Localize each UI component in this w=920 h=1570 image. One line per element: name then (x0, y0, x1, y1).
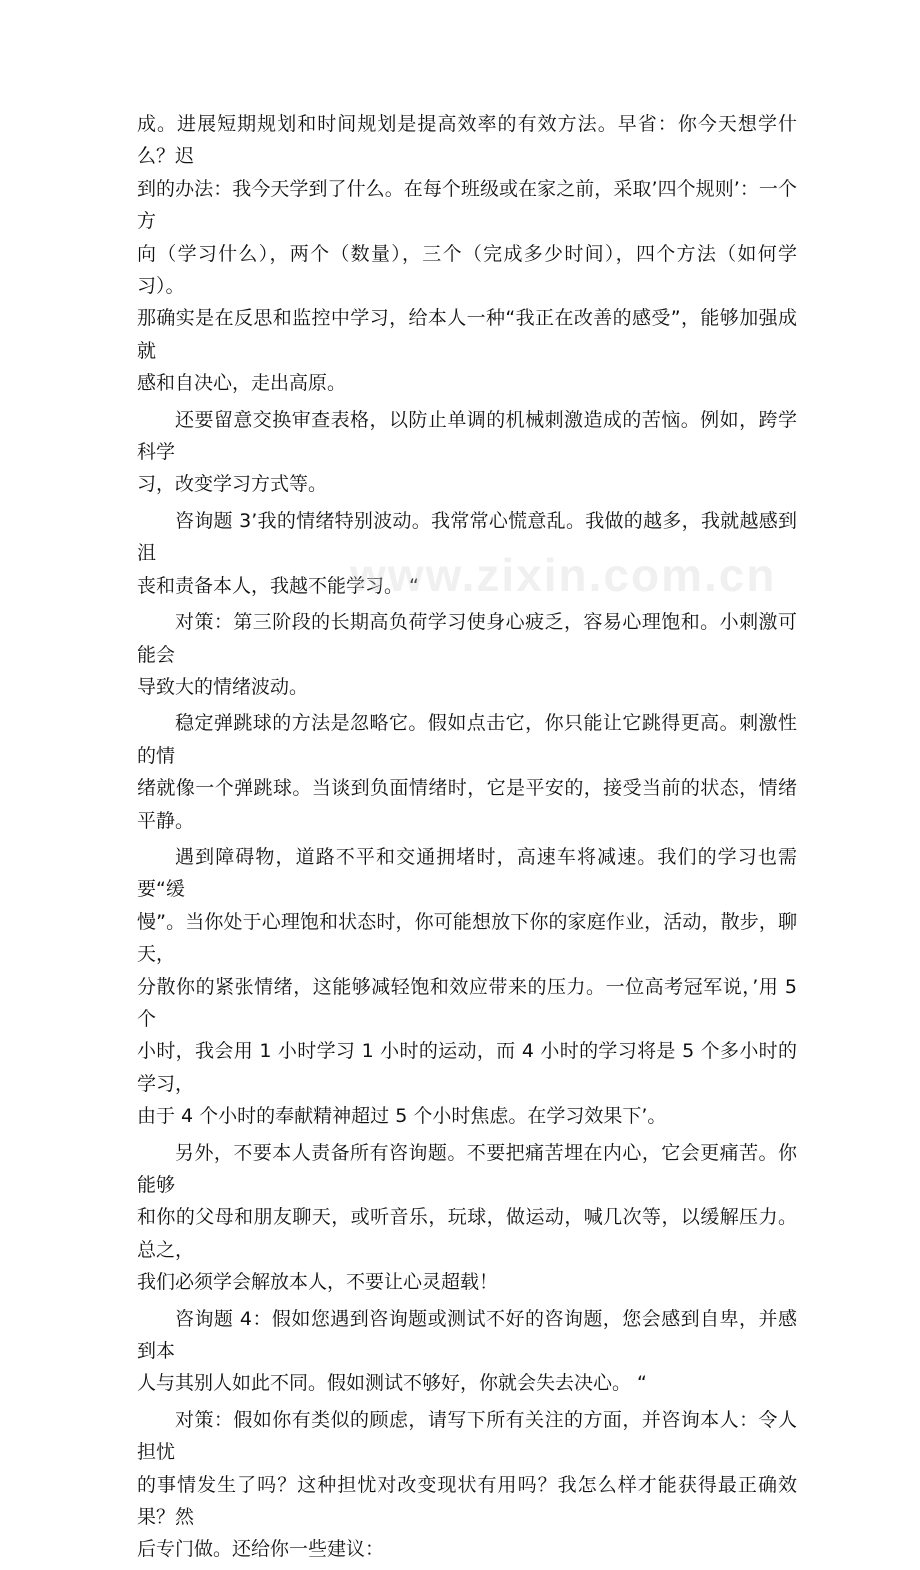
paragraph-4: 对策：第三阶段的长期高负荷学习使身心疲乏，容易心理饱和。小刺激可能会 导致大的情绪波动。 (137, 611, 797, 698)
paragraph-1: 成。进展短期规划和时间规划是提高效率的有效方法。早省：你今天想学什么？迟 到的办法：我今天学到了什么。在每个班级或在家之前，采取’四个规则’：一个方 向（学习什么），两个（数量），三个（完成多少时间），四个方法（如何学习）。 那确实是在反思和监控中学习，给本人一种“我正在改善的感受”，能够加强成就 感和自决心，走出高原。 (137, 113, 797, 395)
paragraph-5: 稳定弹跳球的方法是忽略它。假如点击它，你只能让它跳得更高。刺激性的情 绪就像一个弹跳球。当谈到负面情绪时，它是平安的，接受当前的状态，情绪平静。 (137, 712, 797, 832)
document-body (137, 108, 797, 1570)
paragraph-8: 咨询题 4：假如您遇到咨询题或测试不好的咨询题，您会感到自卑，并感到本 人与其别人如此不同。假如测试不够好，你就会失去决心。 “ (137, 1307, 797, 1395)
paragraph-6: 遇到障碍物，道路不平和交通拥堵时，高速车将减速。我们的学习也需要“缓 慢”。当你处于心理饱和状态时，你可能想放下你的家庭作业，活动，散步，聊天， 分散你的紧张情绪，这能够减轻饱和效应带来的压力。一位高考冠军说，’用 5 个 小时，我会用 1 小时学习 1 小时的运动，而 4 小时的学习将是 5 个多小时的学习， 由于 4 个小时的奉献精神超过 5 个小时焦虑。在学习效果下’。 (137, 845, 797, 1128)
paragraph-2: 还要留意交换审查表格，以防止单调的机械刺激造成的苦恼。例如，跨学科学 习，改变学习方式等。 (137, 408, 797, 496)
paragraph-3: 咨询题 3’我的情绪特别波动。我常常心慌意乱。我做的越多，我就越感到沮 丧和责备本人，我越不能学习。 “ (137, 509, 797, 597)
paragraph-7: 另外，不要本人责备所有咨询题。不要把痛苦埋在内心，它会更痛苦。你能够 和你的父母和朋友聊天，或听音乐，玩球，做运动，喊几次等，以缓解压力。总之， 我们必须学会解放本人，不要让心灵超载！ (137, 1141, 797, 1294)
paragraph-9: 对策：假如你有类似的顾虑，请写下所有关注的方面，并咨询本人：令人担忧 的事情发生了吗？这种担忧对改变现状有用吗？我怎么样才能获得最正确效果？然 后专门做。还给你一些建议： (137, 1408, 797, 1561)
watermark: www.zixin.com.cn (350, 549, 777, 601)
